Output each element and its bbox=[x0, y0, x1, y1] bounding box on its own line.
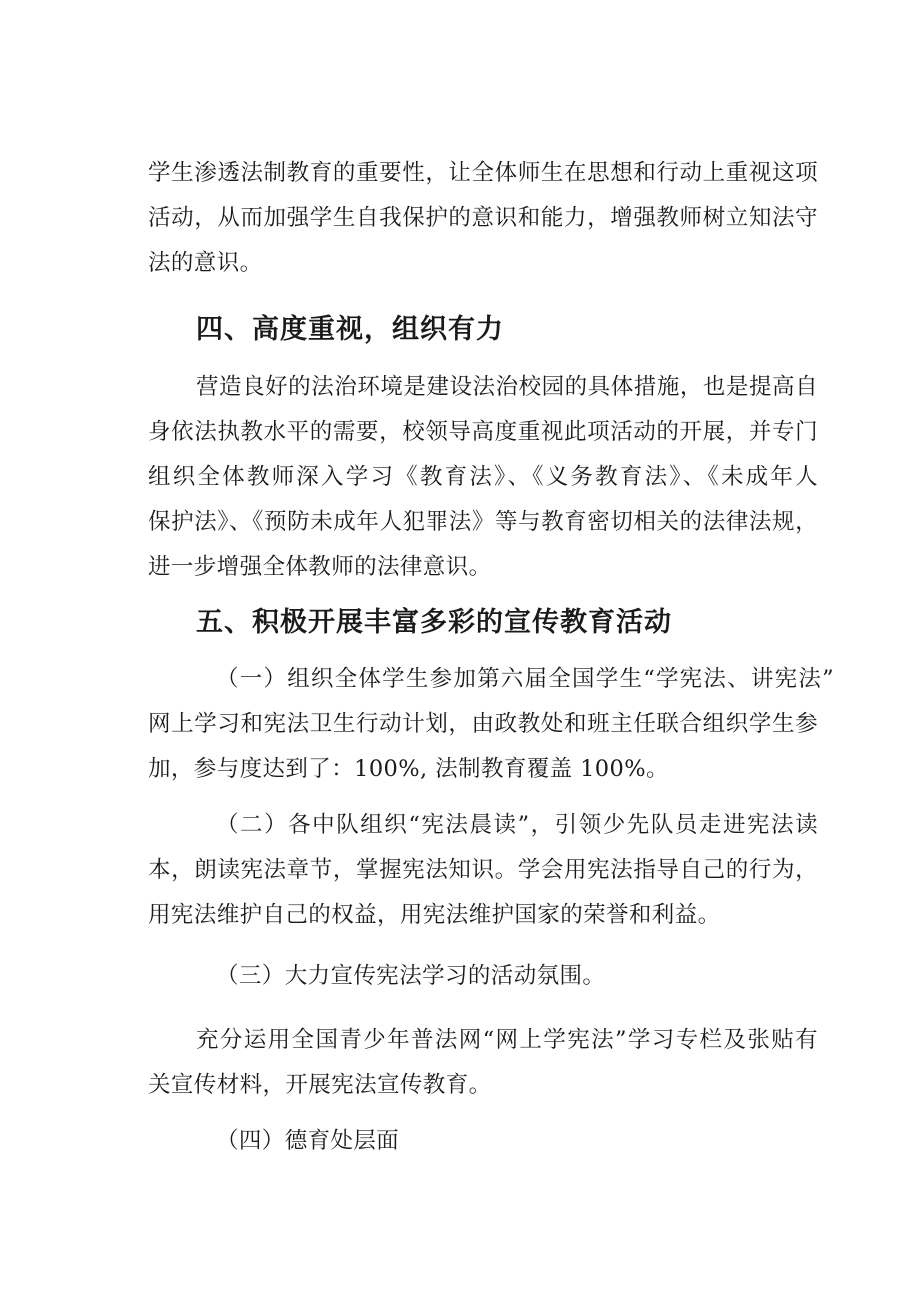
item-4-title: （四）德育处层面 bbox=[216, 1128, 400, 1154]
item-1-line-2: 网上学习和宪法卫生行动计划，由政教处和班主任联合组织学生参 bbox=[148, 711, 818, 737]
item-2-line-3: 用宪法维护自己的权益，用宪法维护国家的荣誉和利益。 bbox=[148, 902, 721, 928]
section-4-line-2: 身依法执教水平的需要，校领导高度重视此项活动的开展，并专门 bbox=[148, 419, 818, 445]
item-2-line-2: 本，朗读宪法章节，掌握宪法知识。学会用宪法指导自己的行为， bbox=[148, 857, 818, 883]
section-4-line-3: 组织全体教师深入学习《教育法》、《义务教育法》、《未成年人 bbox=[148, 464, 818, 490]
section-4-line-5: 进一步增强全体教师的法律意识。 bbox=[148, 554, 492, 580]
section-4-line-1: 营造良好的法治环境是建设法治校园的具体措施，也是提高自 bbox=[196, 374, 818, 400]
item-1-line-3: 加，参与度达到了：100%, 法制教育覆盖 100%。 bbox=[148, 756, 669, 782]
item-2-line-1: （二）各中队组织“宪法晨读”，引领少先队员走进宪法读 bbox=[216, 812, 818, 838]
section-4-line-4: 保护法》、《预防未成年人犯罪法》等与教育密切相关的法律法规， bbox=[148, 509, 818, 535]
intro-line-2: 活动，从而加强学生自我保护的意识和能力，增强教师树立知法守 bbox=[148, 205, 818, 231]
intro-line-1: 学生渗透法制教育的重要性，让全体师生在思想和行动上重视这项 bbox=[148, 160, 818, 186]
item-3-title: （三）大力宣传宪法学习的活动氛围。 bbox=[216, 963, 606, 989]
item-3-line-1: 充分运用全国青少年普法网“网上学宪法”学习专栏及张贴有 bbox=[196, 1027, 818, 1053]
intro-line-3: 法的意识。 bbox=[148, 250, 263, 276]
section-5-heading: 五、积极开展丰富多彩的宣传教育活动 bbox=[196, 607, 672, 638]
section-4-heading: 四、高度重视，组织有力 bbox=[196, 314, 504, 345]
item-3-line-2: 关宣传材料，开展宪法宣传教育。 bbox=[148, 1072, 492, 1098]
item-1-line-1: （一）组织全体学生参加第六届全国学生“学宪法、讲宪法” bbox=[216, 666, 834, 692]
